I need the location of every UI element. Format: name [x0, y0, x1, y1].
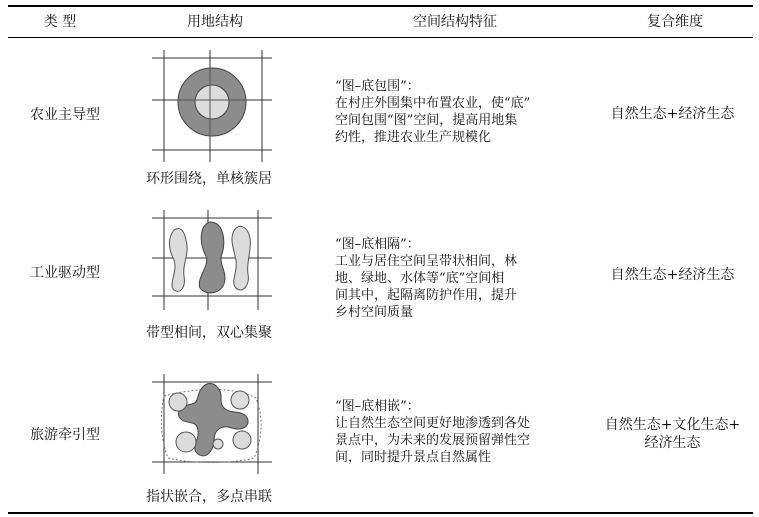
row-type-tourism: 旅游牵引型	[30, 427, 100, 443]
diagram-finger-multi-point	[152, 374, 272, 486]
feature-line: 工业与居住空间呈带状相间，林	[335, 254, 518, 269]
table-bottom-rule	[8, 512, 753, 514]
caption-agriculture: 环形围绕，单核簇居	[146, 171, 272, 187]
caption-tourism: 指状嵌合，多点串联	[146, 489, 272, 505]
feature-line: 空间包围“图”空间，提高用地集	[335, 113, 518, 128]
feature-line: “图–底相隔”：	[335, 237, 420, 252]
dimension-agriculture	[590, 105, 755, 123]
feature-line: 乡村空间质量	[335, 305, 414, 320]
feature-line: “图–底包围”：	[335, 79, 420, 94]
feature-line: 在村庄外围集中布置农业，使“底”	[335, 96, 531, 111]
features-industry	[335, 236, 580, 321]
table-header-rule	[8, 37, 753, 38]
table-top-rule	[8, 5, 753, 7]
features-tourism	[335, 398, 580, 466]
feature-line: 间其中，起隔离防护作用，提升	[335, 288, 518, 303]
header-land-structure: 用地结构	[187, 14, 243, 30]
feature-line: “图–底相嵌”：	[335, 399, 420, 414]
dimension-industry	[590, 266, 755, 284]
dimension-line: 自然生态+文化生态+	[604, 417, 741, 433]
caption-industry: 带型相间，双心集聚	[146, 325, 272, 341]
dimension-line: 自然生态+经济生态	[610, 267, 735, 283]
feature-line: 让自然生态空间更好地渗透到各处	[335, 416, 531, 431]
header-composite-dimension: 复合维度	[647, 14, 703, 30]
dimension-line: 经济生态	[644, 435, 701, 451]
feature-line: 间，同时提升景点自然属性	[335, 450, 492, 465]
row-type-agriculture: 农业主导型	[30, 107, 100, 123]
diagram-ring-single-core	[152, 50, 272, 165]
feature-line: 地、绿地、水体等“底”空间相	[335, 271, 505, 286]
diagram-belt-dual-core	[152, 210, 272, 322]
header-type: 类 型	[43, 14, 77, 30]
header-spatial-features: 空间结构特征	[413, 14, 497, 30]
feature-line: 景点中，为未来的发展预留弹性空	[335, 433, 531, 448]
row-type-industry: 工业驱动型	[30, 265, 100, 281]
dimension-line: 自然生态+经济生态	[610, 106, 735, 122]
features-agriculture	[335, 78, 580, 146]
feature-line: 约性，推进农业生产规模化	[335, 130, 492, 145]
dimension-tourism	[590, 416, 755, 452]
